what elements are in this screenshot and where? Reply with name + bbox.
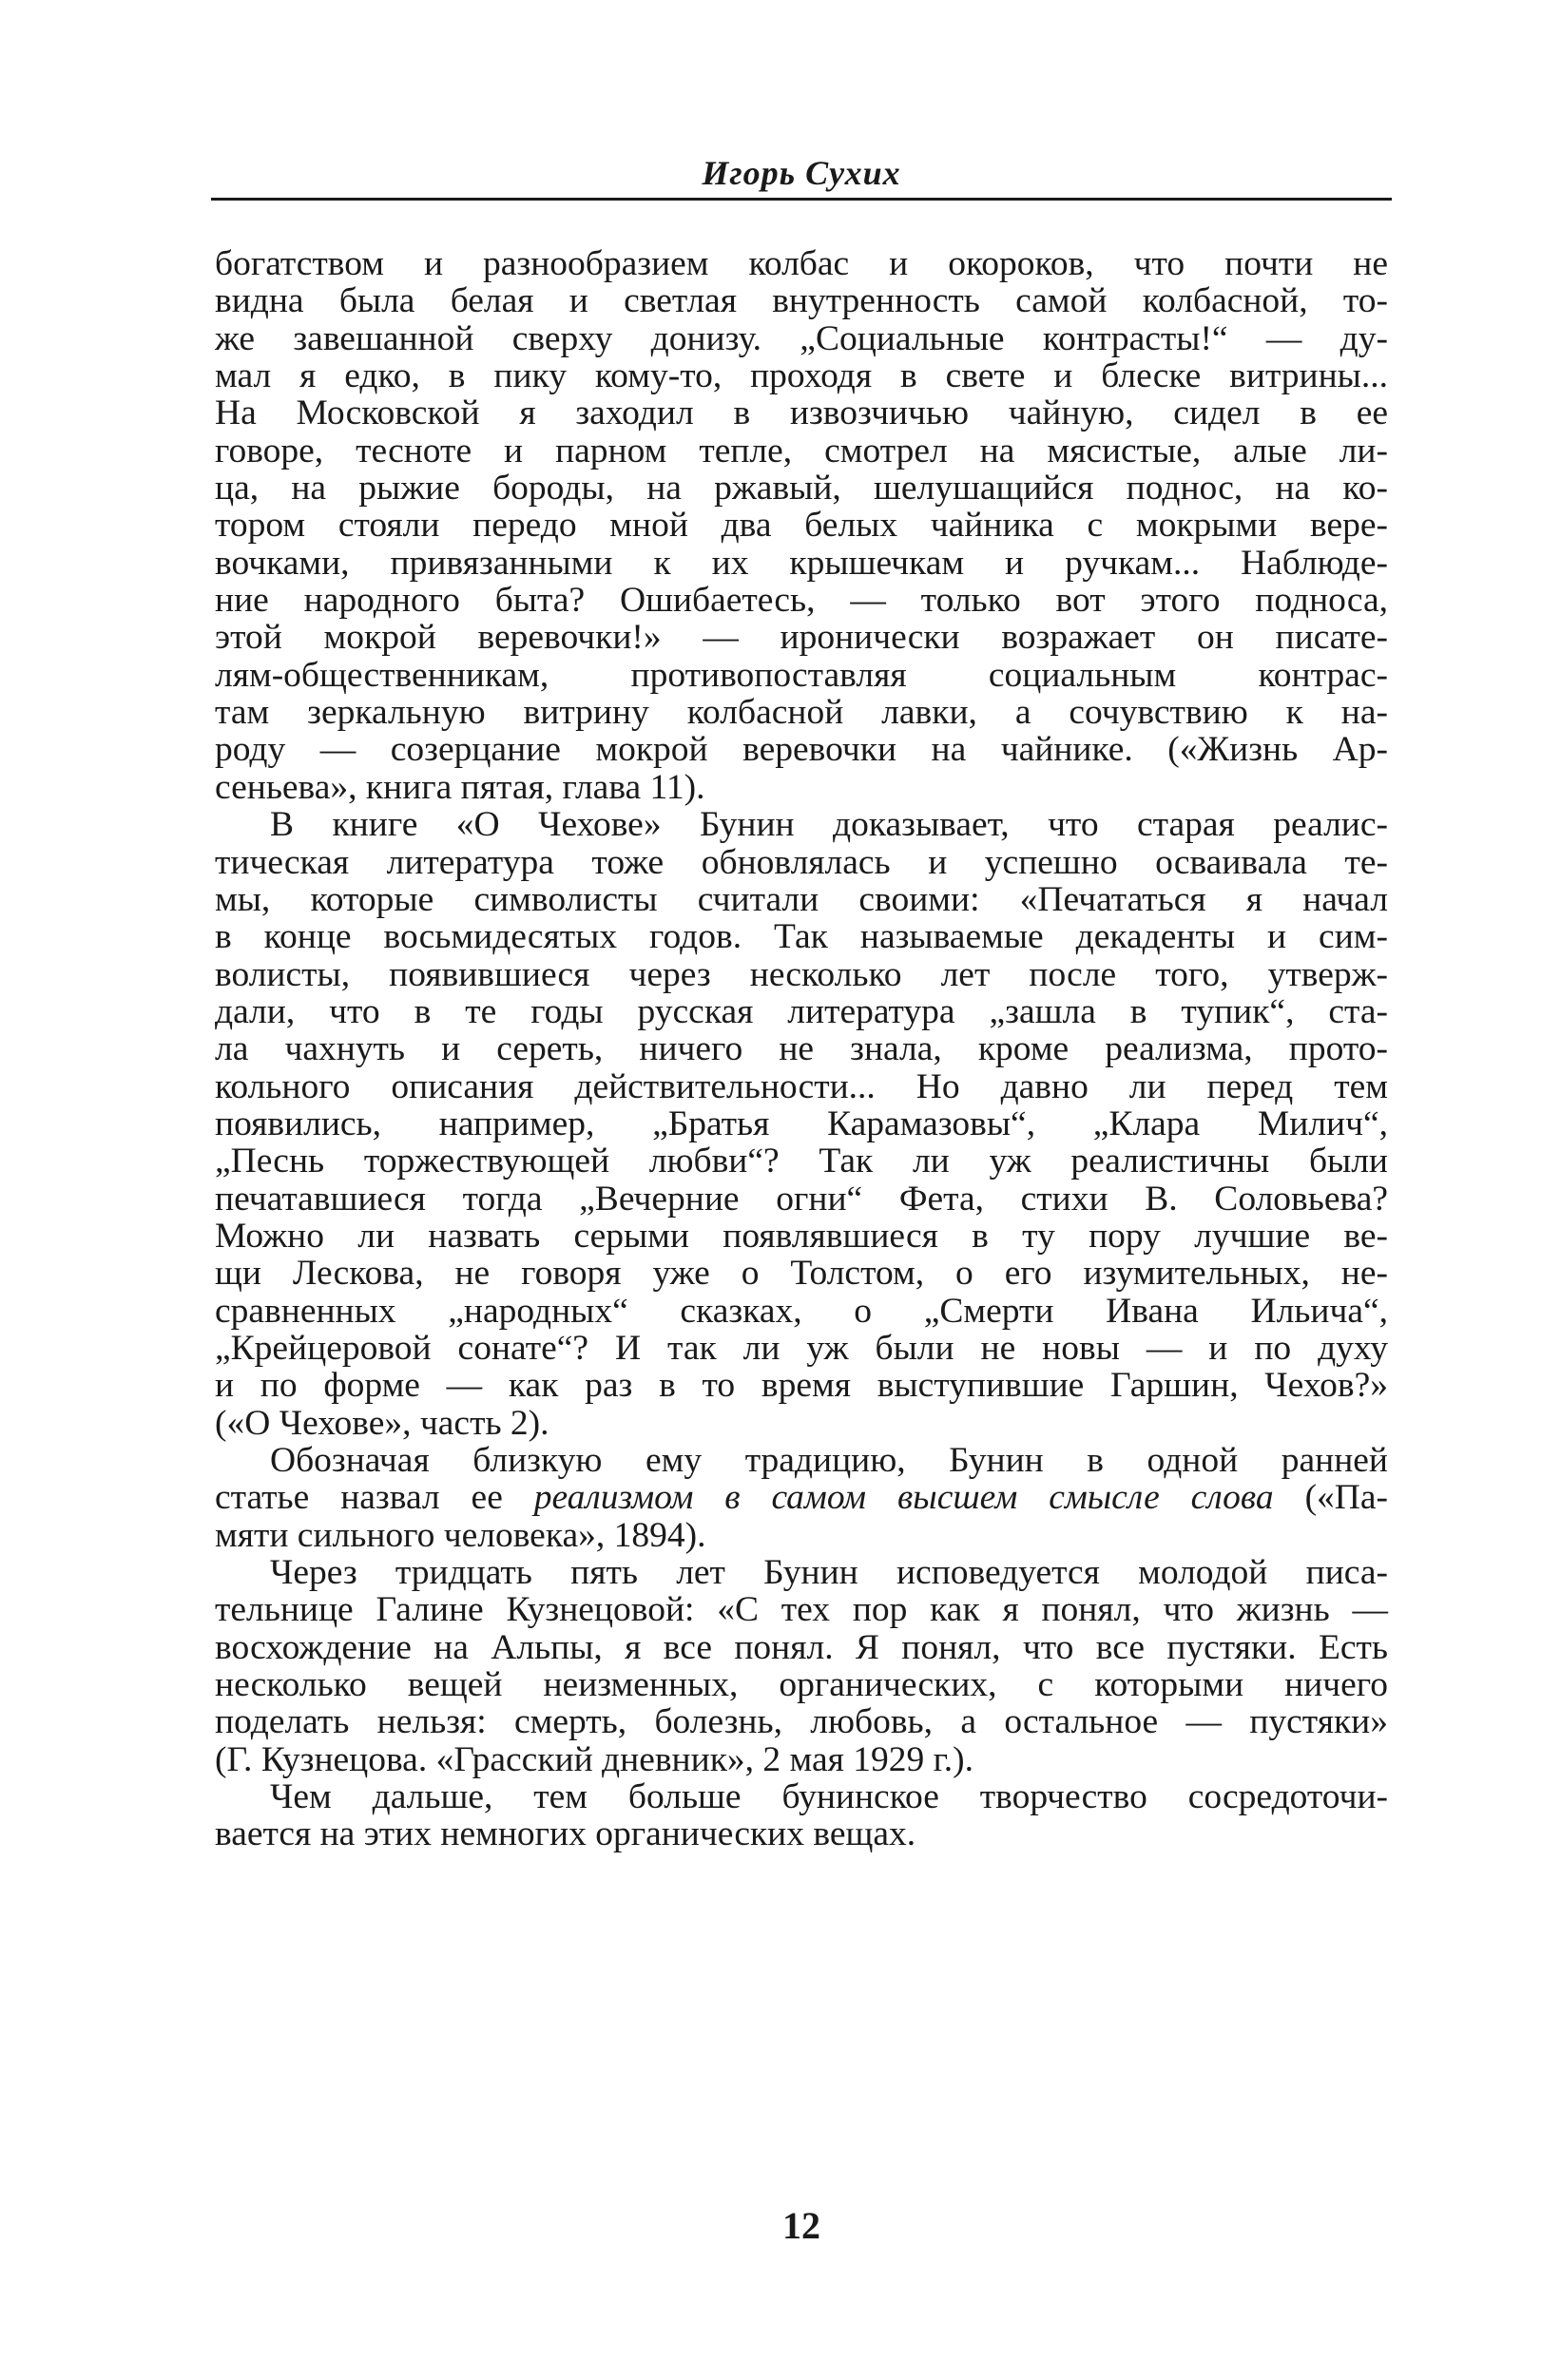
text-line (215, 357, 1388, 394)
text-line (215, 1479, 1388, 1516)
text-line (215, 956, 1388, 993)
line-text: Чем дальше, тем больше бунинское творчество сосредоточи- (270, 1777, 1388, 1817)
text-line (215, 769, 1388, 806)
running-head: Игорь Сухих (702, 154, 901, 192)
text-line (215, 1554, 1388, 1591)
line-text: тическая литература тоже обновлялась и успешно осваивала те- (215, 842, 1388, 882)
line-text: появились, например, „Братья Карамазовы“, „Клара Милич“, (215, 1104, 1388, 1143)
line-text: Обозначая близкую ему традицию, Бунин в одной ранней (270, 1441, 1388, 1480)
line-text: восхождение на Альпы, я все понял. Я понял, что все пустяки. Есть (215, 1627, 1388, 1667)
text-line (215, 1405, 1388, 1442)
text-line (215, 881, 1388, 918)
line-text: там зеркальную витрину колбасной лавки, а сочувствию к на- (215, 693, 1388, 733)
line-text: поделать нельзя: смерть, болезнь, любовь, а остальное — пустяки» (215, 1702, 1388, 1742)
line-text: и по форме — как раз в то время выступившие Гаршин, Чехов?» (215, 1366, 1388, 1406)
line-text: „Песнь торжествующей любви“? Так ли уж реалистичны были (215, 1142, 1388, 1181)
line-text: мы, которые символисты считали своими: «Печататься я начал (215, 879, 1388, 919)
text-line (215, 806, 1388, 843)
line-text: сравненных „народных“ сказках, о „Смерти Ивана Ильича“, (215, 1291, 1388, 1331)
text-line (215, 545, 1388, 582)
text-line (215, 582, 1388, 619)
text-line (215, 1666, 1388, 1703)
line-text: роду — созерцание мокрой веревочки на чайнике. («Жизнь Ар- (215, 730, 1388, 770)
text-line (215, 282, 1388, 319)
text-line (215, 1180, 1388, 1218)
text-line (215, 1030, 1388, 1067)
text-line (215, 320, 1388, 357)
text-line (215, 432, 1388, 470)
line-text: печатавшиеся тогда „Вечерние огни“ Фета, стихи В. Соловьева? (215, 1179, 1388, 1219)
text-line (215, 918, 1388, 955)
text-line (215, 1815, 1388, 1852)
line-text: Можно ли назвать серыми появлявшиеся в ту пору лучшие ве- (215, 1216, 1388, 1256)
text-line (215, 993, 1388, 1030)
text-line (215, 844, 1388, 881)
line-text: («О Чехове», часть 2). (215, 1403, 549, 1443)
line-text: лям-общественникам, противопоставляя социальным контрас- (215, 655, 1388, 695)
line-text: ние народного быта? Ошибаетесь, — только вот этого подноса, (215, 581, 1388, 621)
line-text: этой мокрой веревочки!» — иронически возражает он писате- (215, 618, 1388, 658)
line-text: В книге «О Чехове» Бунин доказывает, что старая реалис- (270, 805, 1388, 845)
line-text: богатством и разнообразием колбас и окороков, что почти не (215, 244, 1388, 283)
line-text: видна была белая и светлая внутренность самой колбасной, то- (215, 281, 1388, 321)
italic-emphasis: реализмом в самом высшем смысле слова (533, 1478, 1274, 1518)
line-text: вается на этих немногих органических вещах. (215, 1814, 916, 1854)
line-text: кольного описания действительности... Но давно ли перед тем (215, 1066, 1388, 1106)
body-text (215, 245, 1388, 1853)
text-line (215, 1330, 1388, 1367)
text-line (215, 507, 1388, 544)
text-line (215, 1142, 1388, 1180)
text-line (215, 245, 1388, 282)
text-line (215, 619, 1388, 656)
text-line (215, 1741, 1388, 1778)
text-line (215, 1293, 1388, 1330)
text-line (215, 731, 1388, 768)
line-text: же завешанной сверху донизу. „Социальные контрасты!“ — ду- (215, 318, 1388, 358)
line-text: ла чахнуть и сереть, ничего не знала, кроме реализма, прото- (215, 1029, 1388, 1069)
line-text: тельнице Галине Кузнецовой: «С тех пор как я понял, что жизнь — (215, 1590, 1388, 1630)
line-text: мал я едко, в пику кому-то, проходя в свете и блеске витрины... (215, 356, 1388, 396)
text-line (215, 470, 1388, 507)
text-line (215, 1778, 1388, 1815)
line-text-after: («Па- (1273, 1478, 1389, 1518)
text-line (215, 1442, 1388, 1479)
text-line (215, 657, 1388, 694)
line-text: щи Лескова, не говоря уже о Толстом, о его изумительных, не- (215, 1254, 1388, 1294)
header-rule (211, 198, 1392, 201)
line-text: несколько вещей неизменных, органических, с которыми ничего (215, 1665, 1388, 1705)
text-line (215, 694, 1388, 731)
text-line (215, 1105, 1388, 1142)
line-text: дали, что в те годы русская литература „зашла в тупик“, ста- (215, 991, 1388, 1031)
line-text: говоре, тесноте и парном тепле, смотрел на мясистые, алые ли- (215, 431, 1388, 470)
line-text: вочками, привязанными к их крышечкам и ручкам... Наблюде- (215, 543, 1388, 583)
line-text: (Г. Кузнецова. «Грасский дневник», 2 мая 1929 г.). (215, 1739, 974, 1779)
line-text: мяти сильного человека», 1894). (215, 1515, 706, 1555)
line-text: в конце восьмидесятых годов. Так называемые декаденты и сим- (215, 917, 1388, 957)
page-number: 12 (782, 2204, 820, 2247)
text-line (215, 1629, 1388, 1666)
line-text: сеньева», книга пятая, глава 11). (215, 767, 705, 807)
line-text: статье назвал ее (215, 1478, 534, 1518)
text-line (215, 1367, 1388, 1404)
text-line (215, 1591, 1388, 1628)
text-line (215, 1703, 1388, 1740)
line-text: волисты, появившиеся через несколько лет после того, утверж- (215, 954, 1388, 994)
line-text: На Московской я заходил в извозчичью чайную, сидел в ее (215, 393, 1388, 433)
text-line (215, 1517, 1388, 1554)
text-line (215, 1068, 1388, 1105)
text-line (215, 1255, 1388, 1292)
line-text: тором стояли передо мной два белых чайника с мокрыми вере- (215, 506, 1388, 546)
text-line (215, 394, 1388, 432)
line-text: ца, на рыжие бороды, на ржавый, шелушащийся поднос, на ко- (215, 469, 1388, 509)
text-line (215, 1218, 1388, 1255)
line-text: Через тридцать пять лет Бунин исповедуется молодой писа- (270, 1553, 1388, 1593)
line-text: „Крейцеровой сонате“? И так ли уж были не новы — и по духу (215, 1328, 1388, 1368)
